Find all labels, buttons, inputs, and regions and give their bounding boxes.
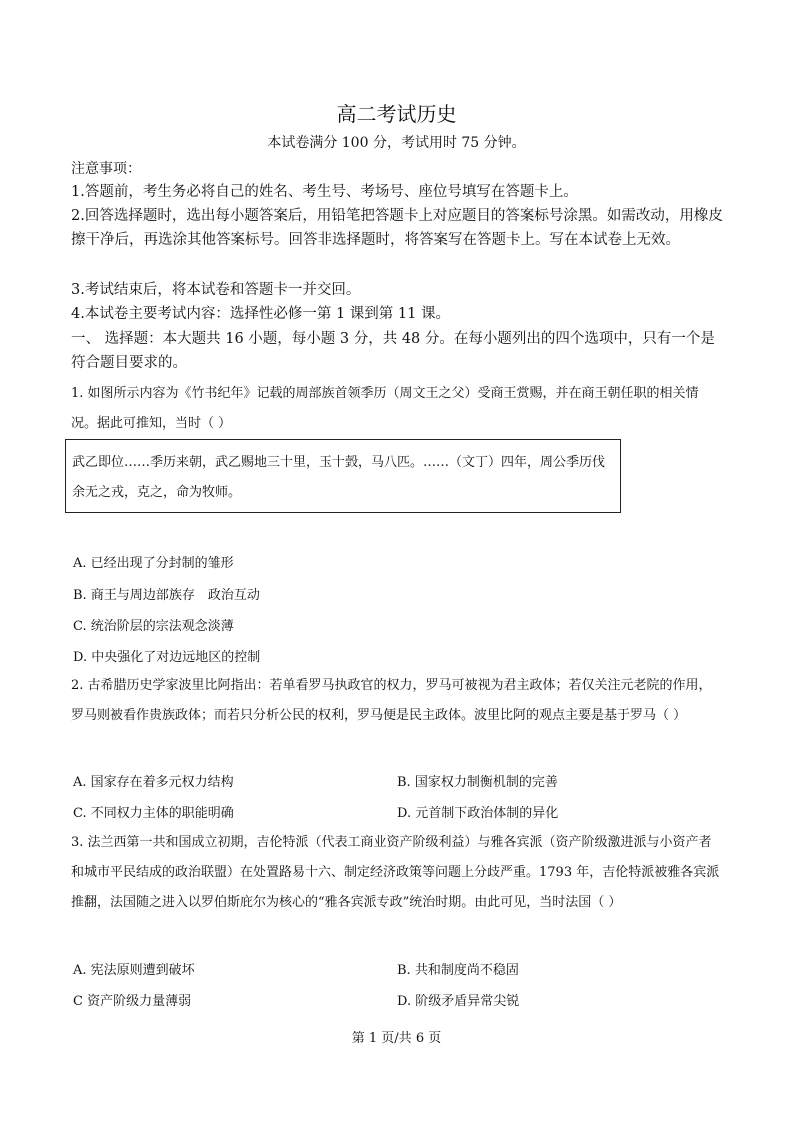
option-c: C. 统治阶层的宗法观念淡薄 (73, 619, 234, 634)
exam-subtitle: 本试卷满分 100 分，考试用时 75 分钟。 (267, 135, 526, 151)
question-stem: 2. 古希腊历史学家波里比阿指出：若单看罗马执政官的权力，罗马可被视为君主政体；若仅关注元老院的作用，罗马则被看作贵族政体；而若只分析公民的权利，罗马便是民主政体。波里比阿的观点主要是基于罗马（ ） (71, 678, 712, 723)
option-a: A. 宪法原则遭到破坏 (73, 963, 195, 978)
question-stem: 3. 法兰西第一共和国成立初期，吉伦特派（代表工商业资产阶级利益）与雅各宾派（资产阶级激进派与小资产者和城市平民结成的政治联盟）在处置路易十六、制定经济政策等问题上分歧严重。1793 年，吉伦特派被雅各宾派推翻，法国随之进入以罗伯斯庇尔为核心的“雅各宾派专政”统治时期。由此可见，当时法国（ ） (71, 835, 720, 910)
exam-title: 高二考试历史 (336, 102, 457, 126)
notice-item: 3.考试结束后，将本试卷和答题卡一并交回。 (71, 282, 361, 298)
option-d: D. 中央强化了对边远地区的控制 (73, 650, 261, 665)
notice-item: 1.答题前，考生务必将自己的姓名、考生号、考场号、座位号填写在答题卡上。 (71, 184, 578, 200)
option-a: A. 国家存在着多元权力结构 (73, 775, 234, 790)
notice-heading: 注意事项： (71, 161, 141, 177)
notice-item: 4.本试卷主要考试内容：选择性必修一第 1 课到第 11 课。 (71, 306, 450, 322)
option-c: C 资产阶级力量薄弱 (73, 994, 192, 1009)
section-heading: 一、 选择题：本大题共 16 小题，每小题 3 分，共 48 分。在每小题列出的四个选项中，只有一个是符合题目要求的。 (71, 331, 715, 371)
option-d: D. 元首制下政治体制的异化 (397, 806, 559, 821)
quote-box: 武乙即位……季历来朝，武乙赐地三十里，玉十瑴，马八匹。……（文丁）四年，周公季历伐余无之戎，克之，命为牧师。 (65, 439, 621, 513)
option-a: A. 已经出现了分封制的雏形 (73, 556, 234, 571)
option-c: C. 不同权力主体的职能明确 (73, 806, 234, 821)
option-b: B. 国家权力制衡机制的完善 (397, 775, 558, 790)
option-b: B. 商王与周边部族存 政治互动 (73, 588, 260, 603)
notice-item: 2.回答选择题时，选出每小题答案后，用铅笔把答题卡上对应题目的答案标号涂黑。如需改动，用橡皮擦干净后，再选涂其他答案标号。回答非选择题时，将答案写在答题卡上。写在本试卷上无效。 (71, 208, 723, 248)
question-stem: 1. 如图所示内容为《竹书纪年》记载的周部族首领季历（周文王之父）受商王赏赐，并在商王朝任职的相关情况。据此可推知，当时（ ） (71, 386, 699, 431)
option-b: B. 共和制度尚不稳固 (397, 963, 519, 978)
option-d: D. 阶级矛盾异常尖锐 (397, 994, 520, 1009)
page-number: 第 1 页/共 6 页 (351, 1031, 442, 1046)
